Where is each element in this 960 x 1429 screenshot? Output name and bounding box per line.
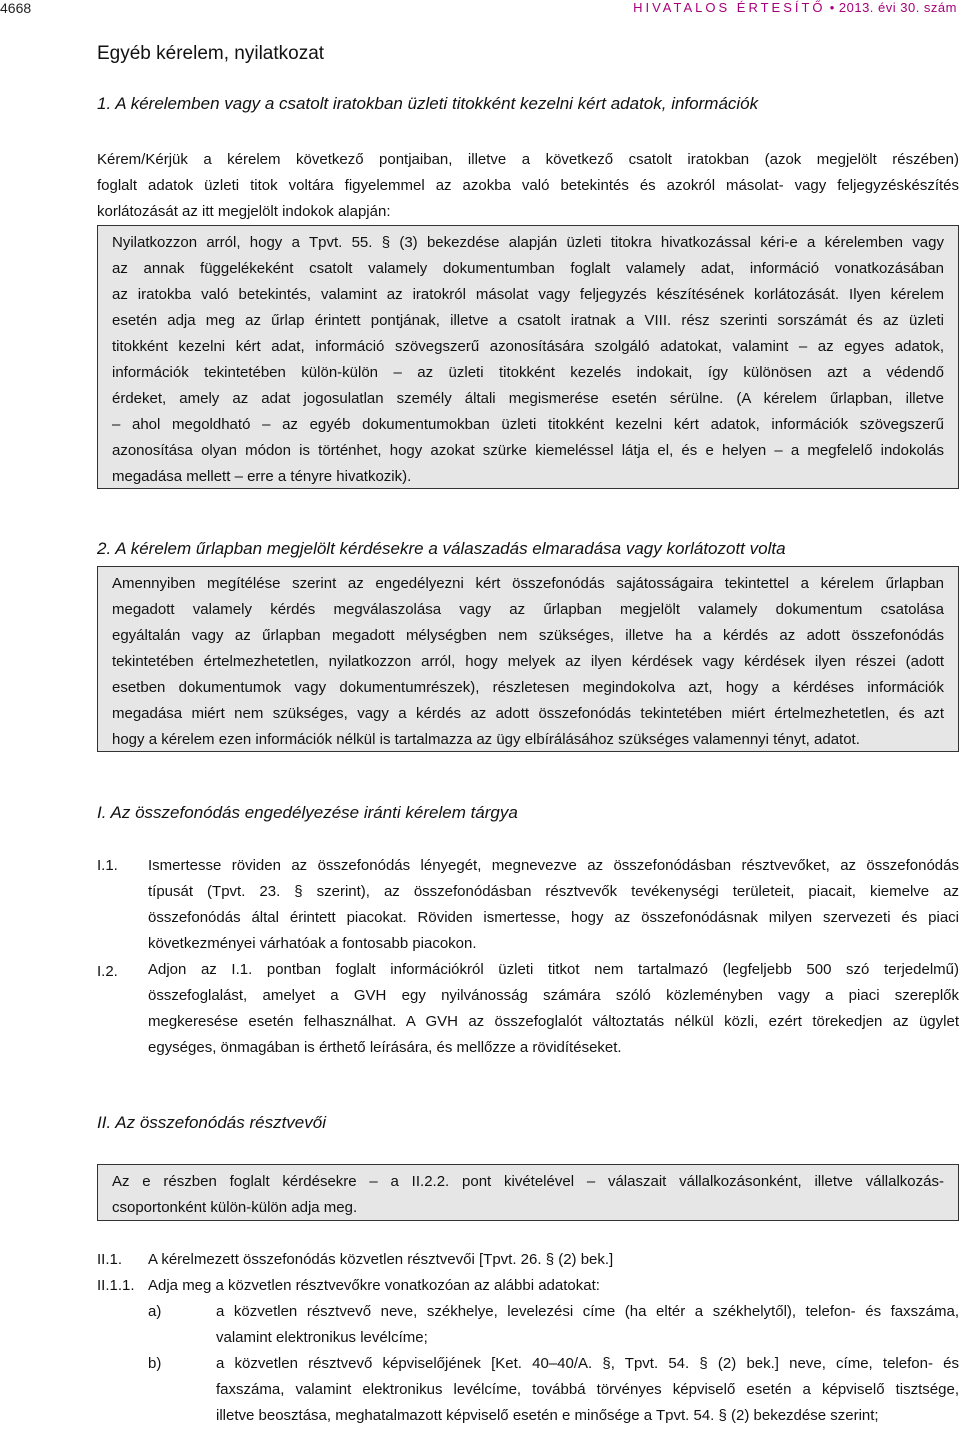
subitem-a-text bbox=[216, 1299, 959, 1351]
box-line: esetén adja meg az űrlap érintett pontjának, illetve a csatolt iratnak a VIII. rész szerinti sorszámát és az üzleti bbox=[112, 312, 944, 329]
item-line: Adjon az I.1. pontban foglalt információkról üzleti titkot nem tartalmazó (legfeljebb 500 szó terjedelmű) bbox=[148, 961, 959, 978]
omitted-answers-instructions-box bbox=[97, 566, 959, 752]
section1-intro bbox=[97, 147, 959, 225]
page-number: 4668 bbox=[0, 0, 32, 16]
header-separator: • bbox=[829, 0, 835, 15]
box-line: megadása miért nem szükséges, vagy a kérdés az adott összefonódás tekintetében miért értelmezhetetlen, és azt bbox=[112, 705, 944, 722]
item-number: I.1. bbox=[97, 857, 118, 874]
box-line: – ahol megoldható – az egyéb dokumentumokban üzleti titokként kezelni kért adatok, információk szövegszerű bbox=[112, 416, 944, 433]
box-line: az iratokba való betekintés, valamint az iratokról másolat vagy feljegyzés készítésének korlátozását. Ilyen kérelem bbox=[112, 286, 944, 303]
subitem-line: illetve beosztása, meghatalmazott képviselő esetén e minősége a Tpvt. 54. § (2) bekezdése szerint; bbox=[216, 1407, 879, 1424]
box-line: tekintetében értelmezhetetlen, nyilatkozzon arról, hogy melyek az ilyen kérdések vagy kérdések ilyen részei (adott bbox=[112, 653, 944, 670]
item-i2-text bbox=[148, 957, 959, 1061]
box-line: információk tekintetében külön-külön – az üzleti titokként kezelés indokait, így különösen azt a védendő bbox=[112, 364, 944, 381]
item-line: Ismertesse röviden az összefonódás lényegét, megnevezve az összefonódásban résztvevőket, az összefonódás bbox=[148, 857, 959, 874]
item-line: összefonódás által érintett piacokat. Röviden ismertesse, hogy az összefonódásnak milyen szervezeti és piaci bbox=[148, 909, 959, 926]
intro-line: foglalt adatok üzleti titok voltára figyelemmel az azokba való betekintés és azokról másolat- vagy feljegyzéskészítés bbox=[97, 177, 959, 194]
subitem-line: valamint elektronikus levélcíme; bbox=[216, 1329, 428, 1346]
item-number: II.1.1. bbox=[97, 1277, 135, 1294]
box-line: az annak függelékeként csatolt valamely dokumentumban foglalt valamely adat, információ vonatkozásában bbox=[112, 260, 944, 277]
item-number: I.2. bbox=[97, 963, 118, 980]
item-line: típusát (Tpvt. 23. § szerint), az összefonódásban résztvevők tevékenységi területeit, piacait, kiemelve az bbox=[148, 883, 959, 900]
item-line: megkeresése esetén felhasználhat. A GVH az összefoglalót változtatás nélkül közli, ezért törekedjen az ügylet bbox=[148, 1013, 959, 1030]
intro-line: Kérem/Kérjük a kérelem következő pontjaiban, illetve a következő csatolt iratokban (azok megjelölt részében) bbox=[97, 151, 959, 168]
section1-heading: 1. A kérelemben vagy a csatolt iratokban üzleti titokként kezelni kért adatok, információk bbox=[97, 94, 759, 113]
subitem-line: faxszáma, valamint elektronikus levélcíme, továbbá törvényes képviselő esetén a képviselő tisztsége, bbox=[216, 1381, 959, 1398]
issue-number: 2013. évi 30. szám bbox=[838, 0, 957, 15]
running-header bbox=[633, 0, 957, 15]
box-line: Nyilatkozzon arról, hogy a Tpvt. 55. § (3) bekezdése alapján üzleti titokra hivatkozással kéri-e a kérelemben vagy bbox=[112, 234, 944, 251]
item-ii11-text: Adja meg a közvetlen résztvevőkre vonatkozóan az alábbi adatokat: bbox=[148, 1277, 600, 1294]
box-line: Amennyiben megítélése szerint az engedélyezni kért összefonódás sajátosságaira tekintettel a kérelem űrlapban bbox=[112, 575, 944, 592]
box-line: megadása mellett – erre a tényre hivatkozik). bbox=[112, 468, 412, 485]
item-line: összefoglalást, amelyet a GVH egy nyilvánosság számára szóló közleményben vagy a piaci szereplők bbox=[148, 987, 959, 1004]
box-line: Az e részben foglalt kérdésekre – a II.2.2. pont kivételével – válaszait vállalkozásonként, illetve vállalkozás- bbox=[112, 1173, 944, 1190]
box-line: titokként kezelni kért adat, információ szövegszerű azonosítására szolgáló adatokat, valamint – az egyes adatok, bbox=[112, 338, 944, 355]
box-line: megadott valamely kérdés megválaszolása vagy az űrlapban megjelölt valamely dokumentum csatolása bbox=[112, 601, 944, 618]
business-secret-instructions-box bbox=[97, 225, 959, 489]
box-line: egyáltalán vagy az űrlapban megadott mélységben nem szükséges, illetve ha a kérdés az adott összefonódás bbox=[112, 627, 944, 644]
journal-name: HIVATALOS ÉRTESÍTŐ bbox=[633, 0, 826, 15]
participants-instructions-box bbox=[97, 1164, 959, 1221]
item-i1-text bbox=[148, 853, 959, 957]
part1-heading: I. Az összefonódás engedélyezése iránti kérelem tárgya bbox=[97, 803, 518, 822]
box-line: esetben dokumentumok vagy dokumentumrészek), részletesen megindokolva azt, hogy a kérdéses információk bbox=[112, 679, 944, 696]
intro-line: korlátozását az itt megjelölt indokok alapján: bbox=[97, 203, 391, 220]
main-title: Egyéb kérelem, nyilatkozat bbox=[97, 43, 325, 64]
subitem-label: a) bbox=[148, 1303, 162, 1320]
subitem-line: a közvetlen résztvevő neve, székhelye, levelezési címe (ha eltér a székhelytől), telefon- és faxszáma, bbox=[216, 1303, 959, 1320]
item-ii1-text: A kérelmezett összefonódás közvetlen résztvevői [Tpvt. 26. § (2) bek.] bbox=[148, 1251, 614, 1268]
subitem-b-text bbox=[216, 1351, 959, 1429]
subitem-label: b) bbox=[148, 1355, 162, 1372]
part2-heading: II. Az összefonódás résztvevői bbox=[97, 1113, 326, 1132]
box-line: érdeket, amely az adat jogosulatlan személy általi megismerése esetén sérülne. (A kérelem űrlapban, illetve bbox=[112, 390, 944, 407]
item-line: következményei várhatóak a fontosabb piacokon. bbox=[148, 935, 477, 952]
section2-heading: 2. A kérelem űrlapban megjelölt kérdésekre a válaszadás elmaradása vagy korlátozott volta bbox=[97, 539, 786, 558]
item-number: II.1. bbox=[97, 1251, 123, 1268]
subitem-line: a közvetlen résztvevő képviselőjének [Ket. 40–40/A. §, Tpvt. 54. § (2) bek.] neve, címe, telefon- és bbox=[216, 1355, 959, 1372]
box-line: csoportonként külön-külön adja meg. bbox=[112, 1199, 358, 1216]
box-line: azonosítása olyan módon is történhet, hogy azokat szürke kiemeléssel látja el, és e helyen – a megfelelő indokolás bbox=[112, 442, 944, 459]
item-line: egységes, önmagában is érthető leírására, és mellőzze a rövidítéseket. bbox=[148, 1039, 622, 1056]
box-line: hogy a kérelem ezen információk nélkül is tartalmazza az ügy elbírálásához szükséges valamennyi tényt, adatot. bbox=[112, 731, 860, 748]
